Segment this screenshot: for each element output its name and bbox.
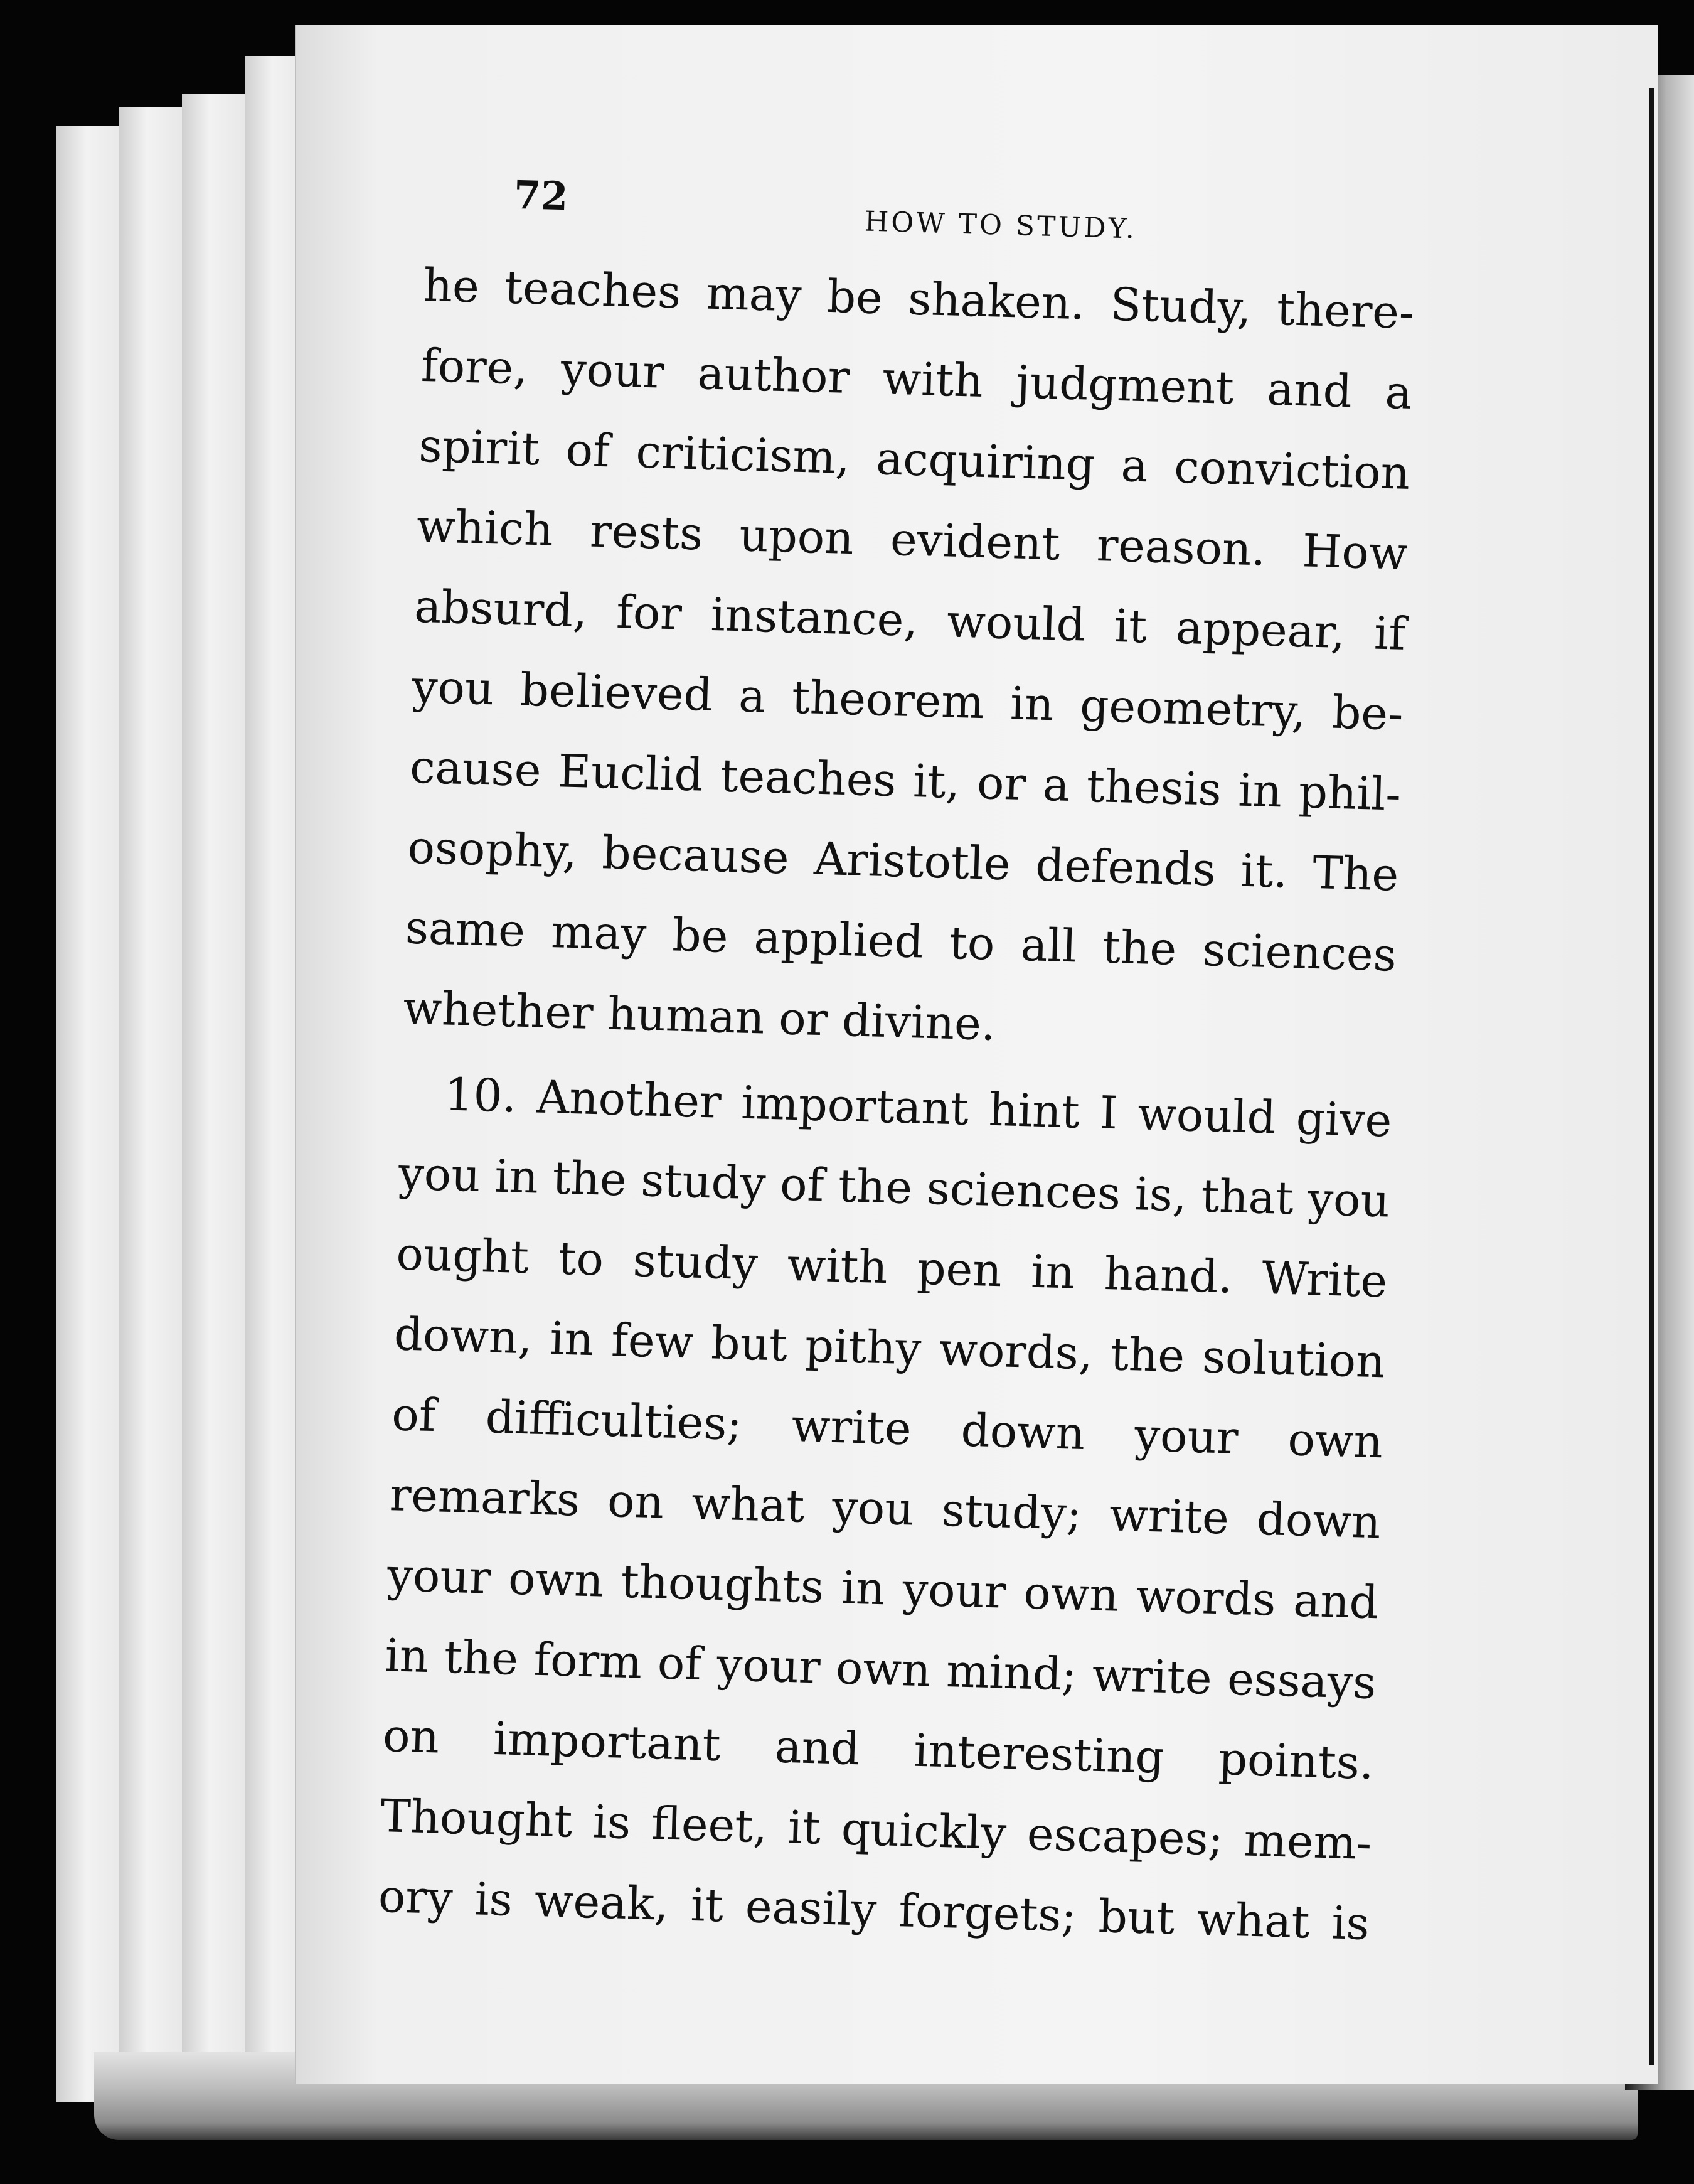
page-number: 72 <box>513 171 569 220</box>
text-line: he teaches may be shaken. Study, there- <box>422 258 1415 340</box>
text-line: remarks on what you study; write down <box>388 1468 1382 1549</box>
text-line: of difficulties; write down your own <box>391 1388 1384 1469</box>
page-stack-edge <box>182 94 252 2084</box>
paragraph-1 <box>402 245 1541 1079</box>
text-line: down, in few but pithy words, the solution <box>393 1307 1386 1388</box>
text-line: you in the study of the sciences is, that you <box>398 1147 1391 1228</box>
text-line: whether human or divine. <box>402 981 996 1051</box>
text-line: 10. Another important hint I would give <box>444 1068 1393 1147</box>
text-line: absurd, for instance, would it appear, if <box>413 579 1407 660</box>
text-line: ory is weak, it easily forgets; but what is <box>377 1869 1370 1951</box>
text-line: which rests upon evident reason. How <box>415 499 1409 580</box>
running-head: HOW TO STUDY. <box>864 205 1137 245</box>
text-line: fore, your author with judgment and a <box>420 338 1413 419</box>
paragraph-2 <box>377 1052 1518 1967</box>
binding-shadow <box>1649 88 1654 2065</box>
text-line: osophy, because Aristotle defends it. The <box>407 820 1400 901</box>
text-line: spirit of criticism, acquiring a conviction <box>418 419 1411 500</box>
text-line: your own thoughts in your own words and <box>386 1548 1380 1629</box>
text-line: Thought is fleet, it quickly escapes; mem- <box>380 1789 1373 1870</box>
page-stack-edge <box>119 107 189 2090</box>
text-line: cause Euclid teaches it, or a thesis in phil- <box>409 740 1402 821</box>
text-line: ought to study with pen in hand. Write <box>395 1227 1388 1308</box>
text-line: same may be applied to all the sciences <box>405 901 1397 982</box>
text-line: in the form of your own mind; write essays <box>384 1629 1377 1710</box>
page-content <box>377 169 1543 1967</box>
text-line: you believed a theorem in geometry, be- <box>411 660 1404 741</box>
text-line: on important and interesting points. <box>382 1709 1375 1790</box>
